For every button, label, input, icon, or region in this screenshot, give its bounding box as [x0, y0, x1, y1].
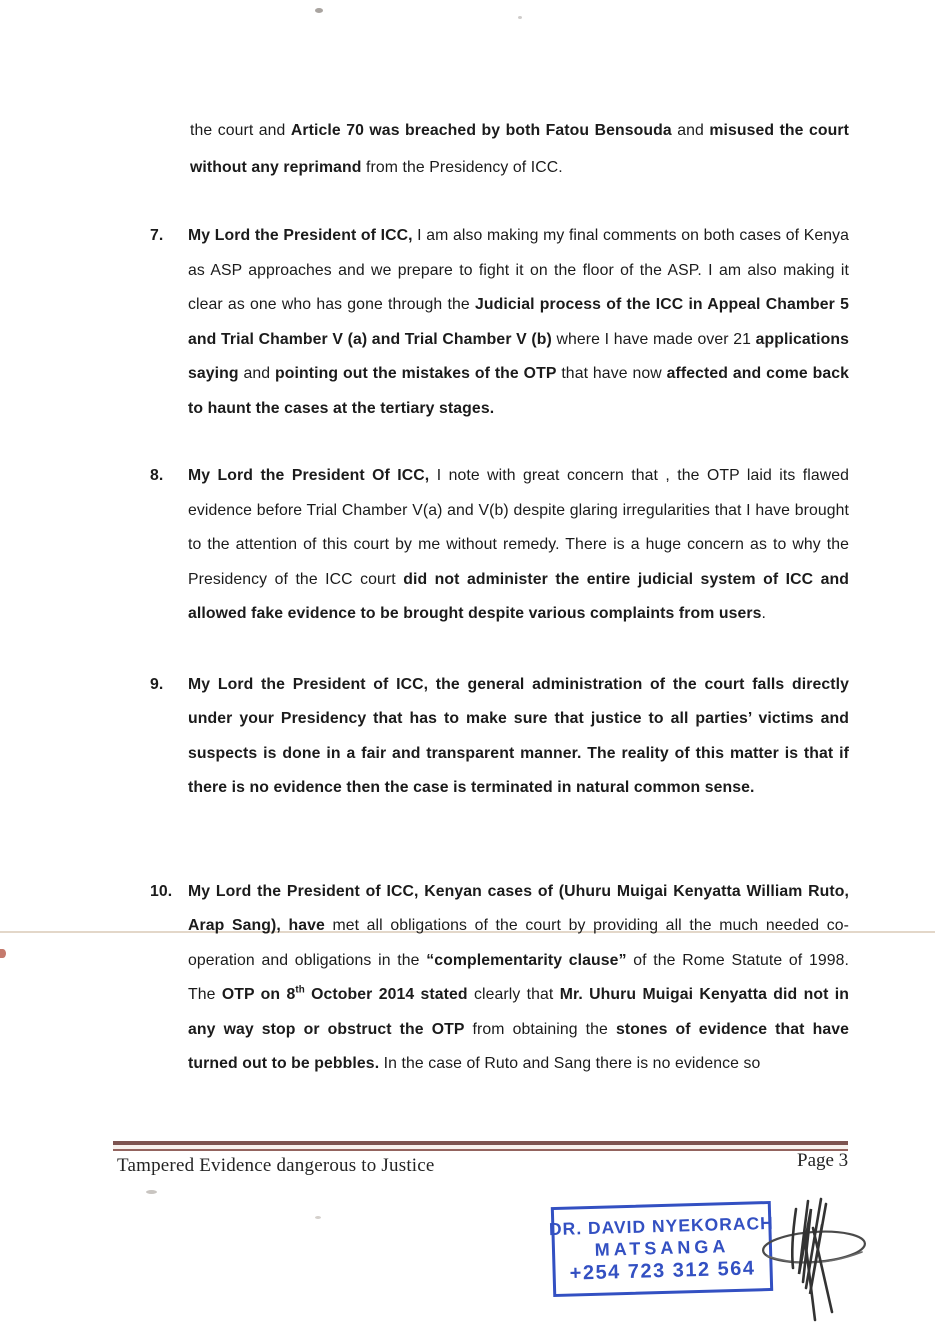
signature-scribble-icon: [758, 1190, 913, 1323]
scan-speck: [0, 949, 6, 958]
text-run: My Lord the President of ICC, the general administration of the court falls directly under your Presidency that has to make sure that justice to all parties’ victims and suspects is done in a fair and transparent manner. The reality of this matter is that if there is no evidence then the case is terminated in natural common sense.: [188, 675, 849, 796]
document-body: [150, 112, 849, 1082]
scan-speck: [315, 1216, 321, 1219]
text-run: met all obligations of the court by providing all the much needed co-operation and obligations in the: [188, 917, 849, 969]
text-run: did not administer the entire judicial system of ICC and allowed fake evidence to be brought despite various complaints from users: [188, 570, 849, 622]
scan-speck: [518, 16, 522, 19]
text-run: .: [761, 605, 766, 622]
text-run: “complementarity clause”: [426, 951, 627, 969]
ink-stamp: [548, 1201, 774, 1297]
text-run: of the Rome Statute of 1998. The: [188, 951, 849, 1003]
scan-speck: [146, 1190, 157, 1194]
text-run: applications saying: [188, 330, 849, 382]
paragraph-8: [150, 459, 849, 632]
list-number: 9.: [150, 675, 164, 693]
text-run: from the Presidency of ICC.: [361, 159, 563, 176]
list-number: 8.: [150, 467, 164, 484]
text-run: where I have made over 21: [551, 330, 756, 348]
stamp-phone-line: +254 723 312 564: [569, 1256, 756, 1285]
text-run: and: [238, 365, 276, 382]
footer-rule: [113, 1141, 848, 1151]
text-run: I note with great concern that , the OTP laid its flawed evidence before Trial Chamber V(a) and V(b) despite glaring irregularities that I have brought to the attention of this court by me without remedy. There is a huge concern as to why the Presidency of the ICC court: [188, 467, 850, 588]
paragraph-9: [150, 668, 849, 806]
page-number: Page 3: [797, 1150, 849, 1171]
text-run: My Lord the President of ICC,: [188, 227, 413, 244]
text-run: and: [671, 122, 710, 139]
text-run: My Lord the President of ICC, Kenyan cases of (Uhuru Muigai Kenyatta William Ruto, Arap Sang), have: [188, 882, 849, 934]
text-run: October 2014 stated: [304, 986, 468, 1003]
text-run: Judicial process of the ICC in Appeal Chamber 5 and Trial Chamber V (a) and Trial Chamber V (b): [188, 296, 849, 348]
footer-title: Tampered Evidence dangerous to Justice: [117, 1155, 435, 1176]
text-run: misused the court without any reprimand: [190, 122, 850, 176]
text-run: I am also making my final comments on both cases of Kenya as ASP approaches and we prepare to fight it on the floor of the ASP. I am also making it clear as one who has gone through the: [188, 227, 849, 313]
stamp-surname-line: MATSANGA: [594, 1235, 730, 1260]
text-run: affected and come back to haunt the cases at the tertiary stages.: [188, 365, 850, 417]
list-number: 10.: [150, 882, 173, 900]
text-run: OTP on 8: [221, 986, 296, 1003]
text-run: In the case of Ruto and Sang there is no evidence so: [379, 1055, 761, 1072]
paragraph-10: [150, 875, 849, 1082]
text-run: the court and: [190, 122, 291, 139]
text-run: that have now: [556, 365, 667, 382]
text-run: stones of evidence that have turned out to be pebbles.: [188, 1020, 849, 1072]
stamp-name-line: DR. DAVID NYEKORACH: [548, 1212, 774, 1239]
text-run: from obtaining the: [464, 1020, 616, 1038]
text-run: Article 70 was breached by both Fatou Bensouda: [290, 122, 672, 139]
text-run: Mr. Uhuru Muigai Kenyatta did not in any way stop or obstruct the OTP: [188, 986, 849, 1038]
text-run: clearly that: [467, 986, 560, 1003]
list-number: 7.: [150, 227, 164, 244]
scan-speck: [315, 8, 323, 13]
paragraph-continuation: [150, 112, 849, 186]
text-run: th: [295, 984, 305, 996]
paragraph-7: [150, 219, 849, 426]
text-run: My Lord the President Of ICC,: [188, 467, 430, 484]
text-run: pointing out the mistakes of the OTP: [275, 365, 557, 382]
